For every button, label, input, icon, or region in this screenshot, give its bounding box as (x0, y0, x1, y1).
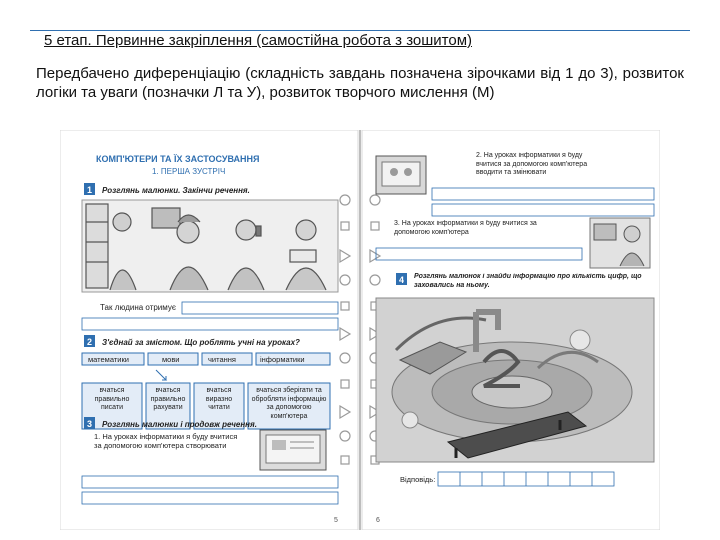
subject-label: читання (208, 355, 236, 364)
task4-prompt: Розглянь малюнок і знайди інформацію про кількість цифр, що заховались на ньому. (414, 273, 642, 289)
subject-cells (82, 353, 330, 365)
activity-label: вчаться правильно рахувати (150, 387, 186, 411)
task1-illustrations (82, 200, 338, 292)
sentence-2: 2. На уроках інформатики я буду вчитися за допомогою комп'ютера вводити та змінювати (476, 152, 588, 176)
chapter-title: КОМП'ЮТЕРИ ТА ЇХ ЗАСТОСУВАННЯ (96, 154, 260, 164)
lesson-title: 1. ПЕРША ЗУСТРІЧ (152, 167, 226, 176)
activity-label: вчаться виразно читати (205, 387, 233, 411)
intro-text: Передбачено диференціацію (складність завдань позначена зірочками від 1 до 3), розвиток логіки та уваги (позначки Л та У), розвиток творчого мислення (М) (36, 65, 684, 101)
hidden-digits-park-illustration (376, 298, 654, 462)
workbook-spread (60, 130, 660, 530)
task2-number: 2 (87, 337, 93, 347)
answer-label: Відповідь: (400, 475, 436, 484)
task2-prompt: З'єднай за змістом. Що роблять учні на уроках? (102, 338, 300, 347)
right-page-number: 6 (376, 517, 380, 524)
boy-at-computer-illustration (590, 218, 650, 268)
sentence-3: 3. На уроках інформатики я буду вчитися за допомогою комп'ютера (394, 220, 537, 236)
task3-number: 3 (87, 419, 93, 429)
subject-label: математики (88, 355, 129, 364)
task1-sentence: Так людина отримує (100, 303, 176, 312)
computer-screen-illustration (260, 430, 326, 470)
subject-label: мови (162, 355, 180, 364)
robot-monitor-illustration (376, 156, 426, 194)
task3-sentence: 1. На уроках інформатики я буду вчитися за допомогою комп'ютера створювати (94, 432, 238, 450)
activity-label: вчаться правильно писати (94, 387, 130, 411)
left-page-number: 5 (334, 517, 338, 524)
task3-prompt: Розглянь малюнки і продовж речення. (102, 420, 257, 429)
task4-number: 4 (399, 275, 405, 285)
subject-label: інформатики (260, 355, 305, 364)
stage-title: 5 етап. Первинне закріплення (самостійна робота з зошитом) (44, 32, 473, 49)
title-rule (30, 30, 690, 31)
task1-number: 1 (87, 185, 93, 195)
activity-label: вчаться зберігати та обробляти інформацію за допомогою комп'ютера (251, 387, 327, 420)
task1-prompt: Розглянь малюнки. Закінчи речення. (102, 186, 250, 195)
